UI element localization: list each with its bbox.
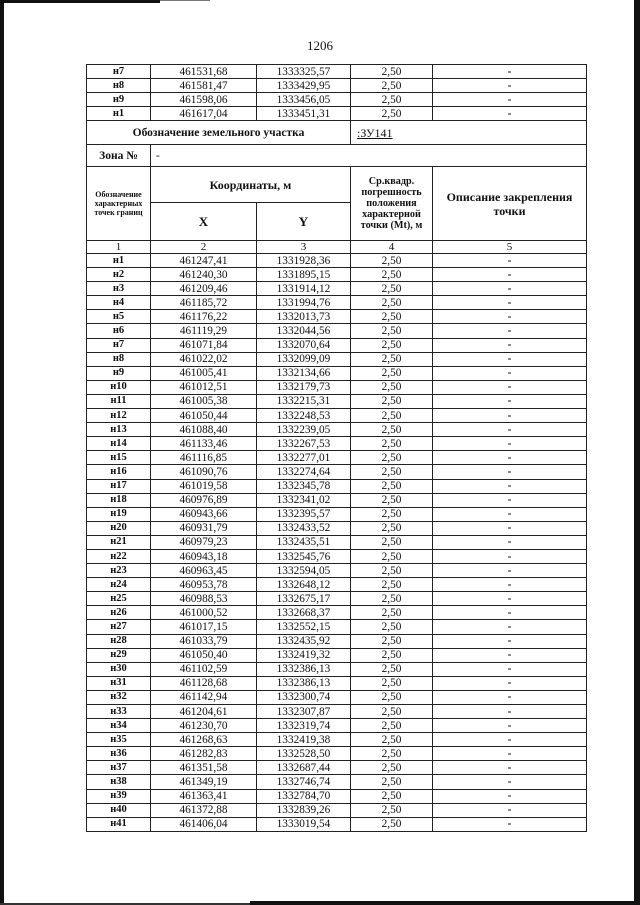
x-cell: 461185,72 <box>151 296 257 310</box>
error-cell: 2,50 <box>351 79 433 93</box>
table-row <box>87 437 587 451</box>
y-cell: 1332648,12 <box>257 578 351 592</box>
column-number: 3 <box>257 241 351 254</box>
description-cell: - <box>433 747 587 761</box>
description-cell: - <box>433 549 587 563</box>
y-cell: 1332668,37 <box>257 606 351 620</box>
description-cell: - <box>433 761 587 775</box>
description-cell: - <box>433 578 587 592</box>
table-row <box>87 409 587 423</box>
point-cell: н1 <box>87 107 151 121</box>
y-cell: 1332239,05 <box>257 423 351 437</box>
column-number: 4 <box>351 241 433 254</box>
x-cell: 461022,02 <box>151 352 257 366</box>
scan-border-right <box>634 0 640 905</box>
description-cell: - <box>433 564 587 578</box>
point-cell: н8 <box>87 79 151 93</box>
description-cell: - <box>433 662 587 676</box>
zone-value: - <box>151 145 587 167</box>
description-cell: - <box>433 296 587 310</box>
y-cell: 1332134,66 <box>257 366 351 380</box>
y-cell: 1332267,53 <box>257 437 351 451</box>
x-cell: 461363,41 <box>151 789 257 803</box>
x-cell: 461247,41 <box>151 254 257 268</box>
point-cell: н10 <box>87 380 151 394</box>
x-cell: 461119,29 <box>151 324 257 338</box>
x-cell: 461071,84 <box>151 338 257 352</box>
y-cell: 1333019,54 <box>257 817 351 831</box>
header-description: Описание закрепления точки <box>433 167 587 241</box>
table-row <box>87 493 587 507</box>
point-cell: н33 <box>87 705 151 719</box>
x-cell: 461581,47 <box>151 79 257 93</box>
x-cell: 461372,88 <box>151 803 257 817</box>
point-cell: н23 <box>87 564 151 578</box>
y-cell: 1332435,92 <box>257 634 351 648</box>
y-cell: 1332435,51 <box>257 535 351 549</box>
error-cell: 2,50 <box>351 521 433 535</box>
y-cell: 1332386,13 <box>257 676 351 690</box>
table-row <box>87 662 587 676</box>
error-cell: 2,50 <box>351 423 433 437</box>
y-cell: 1331928,36 <box>257 254 351 268</box>
y-cell: 1332070,64 <box>257 338 351 352</box>
x-cell: 461128,68 <box>151 676 257 690</box>
table-row <box>87 107 587 121</box>
x-cell: 460976,89 <box>151 493 257 507</box>
description-cell: - <box>433 705 587 719</box>
table-row <box>87 676 587 690</box>
x-cell: 461090,76 <box>151 465 257 479</box>
description-cell: - <box>433 648 587 662</box>
coordinates-table-body <box>87 121 587 832</box>
description-cell: - <box>433 535 587 549</box>
description-cell: - <box>433 310 587 324</box>
x-cell: 461230,70 <box>151 719 257 733</box>
x-cell: 461240,30 <box>151 268 257 282</box>
error-cell: 2,50 <box>351 479 433 493</box>
table-row <box>87 564 587 578</box>
table-row <box>87 719 587 733</box>
table-row <box>87 648 587 662</box>
y-cell: 1332179,73 <box>257 380 351 394</box>
table-row <box>87 423 587 437</box>
description-cell: - <box>433 620 587 634</box>
continuation-table-body <box>87 65 587 121</box>
point-cell: н14 <box>87 437 151 451</box>
error-cell: 2,50 <box>351 338 433 352</box>
error-cell: 2,50 <box>351 451 433 465</box>
table-row <box>87 282 587 296</box>
header-x: X <box>151 203 257 241</box>
table-row <box>87 535 587 549</box>
table-row <box>87 479 587 493</box>
table-row <box>87 620 587 634</box>
description-cell: - <box>433 437 587 451</box>
error-cell: 2,50 <box>351 549 433 563</box>
x-cell: 461017,15 <box>151 620 257 634</box>
y-cell: 1332386,13 <box>257 662 351 676</box>
error-cell: 2,50 <box>351 578 433 592</box>
point-cell: н9 <box>87 366 151 380</box>
table-row <box>87 310 587 324</box>
description-cell: - <box>433 465 587 479</box>
y-cell: 1332277,01 <box>257 451 351 465</box>
x-cell: 461349,19 <box>151 775 257 789</box>
error-cell: 2,50 <box>351 564 433 578</box>
x-cell: 461102,59 <box>151 662 257 676</box>
header-error: Ср.квадр. погрешность положения характерной точки (Mt), м <box>351 167 433 241</box>
x-cell: 460953,78 <box>151 578 257 592</box>
y-cell: 1333325,57 <box>257 65 351 79</box>
error-cell: 2,50 <box>351 107 433 121</box>
description-cell: - <box>433 79 587 93</box>
point-cell: н8 <box>87 352 151 366</box>
zone-label: Зона № <box>87 145 151 167</box>
error-cell: 2,50 <box>351 648 433 662</box>
table-row <box>87 592 587 606</box>
y-cell: 1333451,31 <box>257 107 351 121</box>
description-cell: - <box>433 775 587 789</box>
y-cell: 1331895,15 <box>257 268 351 282</box>
description-cell: - <box>433 803 587 817</box>
description-cell: - <box>433 592 587 606</box>
point-cell: н12 <box>87 409 151 423</box>
point-cell: н25 <box>87 592 151 606</box>
table-row <box>87 521 587 535</box>
x-cell: 461598,06 <box>151 93 257 107</box>
point-cell: н21 <box>87 535 151 549</box>
description-cell: - <box>433 733 587 747</box>
column-number-row <box>87 241 587 254</box>
x-cell: 461282,83 <box>151 747 257 761</box>
x-cell: 461088,40 <box>151 423 257 437</box>
x-cell: 461005,41 <box>151 366 257 380</box>
parcel-label: Обозначение земельного участка <box>87 121 351 145</box>
point-cell: н5 <box>87 310 151 324</box>
table-row <box>87 268 587 282</box>
x-cell: 460988,53 <box>151 592 257 606</box>
point-cell: н39 <box>87 789 151 803</box>
error-cell: 2,50 <box>351 380 433 394</box>
error-cell: 2,50 <box>351 705 433 719</box>
description-cell: - <box>433 676 587 690</box>
x-cell: 461406,04 <box>151 817 257 831</box>
x-cell: 461050,40 <box>151 648 257 662</box>
description-cell: - <box>433 380 587 394</box>
point-cell: н35 <box>87 733 151 747</box>
point-cell: н32 <box>87 690 151 704</box>
y-cell: 1332013,73 <box>257 310 351 324</box>
x-cell: 461176,22 <box>151 310 257 324</box>
point-cell: н16 <box>87 465 151 479</box>
x-cell: 461209,46 <box>151 282 257 296</box>
point-cell: н36 <box>87 747 151 761</box>
table-row <box>87 578 587 592</box>
error-cell: 2,50 <box>351 719 433 733</box>
error-cell: 2,50 <box>351 535 433 549</box>
error-cell: 2,50 <box>351 409 433 423</box>
table-row <box>87 634 587 648</box>
description-cell: - <box>433 719 587 733</box>
error-cell: 2,50 <box>351 775 433 789</box>
point-cell: н24 <box>87 578 151 592</box>
description-cell: - <box>433 394 587 408</box>
x-cell: 460979,23 <box>151 535 257 549</box>
point-cell: н20 <box>87 521 151 535</box>
table-row <box>87 451 587 465</box>
description-cell: - <box>433 606 587 620</box>
point-cell: н13 <box>87 423 151 437</box>
table-row <box>87 93 587 107</box>
error-cell: 2,50 <box>351 592 433 606</box>
coordinates-table <box>86 120 587 832</box>
parcel-value: :ЗУ141 <box>351 121 587 145</box>
description-cell: - <box>433 352 587 366</box>
column-number: 2 <box>151 241 257 254</box>
description-cell: - <box>433 107 587 121</box>
table-row <box>87 747 587 761</box>
point-cell: н7 <box>87 65 151 79</box>
table-row <box>87 507 587 521</box>
x-cell: 461116,85 <box>151 451 257 465</box>
y-cell: 1332545,76 <box>257 549 351 563</box>
description-cell: - <box>433 451 587 465</box>
y-cell: 1332248,53 <box>257 409 351 423</box>
point-cell: н27 <box>87 620 151 634</box>
error-cell: 2,50 <box>351 324 433 338</box>
error-cell: 2,50 <box>351 620 433 634</box>
y-cell: 1332341,02 <box>257 493 351 507</box>
y-cell: 1332044,56 <box>257 324 351 338</box>
point-cell: н34 <box>87 719 151 733</box>
continuation-table <box>86 64 587 121</box>
y-cell: 1332746,74 <box>257 775 351 789</box>
point-cell: н4 <box>87 296 151 310</box>
error-cell: 2,50 <box>351 817 433 831</box>
point-cell: н15 <box>87 451 151 465</box>
point-cell: н31 <box>87 676 151 690</box>
error-cell: 2,50 <box>351 803 433 817</box>
table-row <box>87 254 587 268</box>
error-cell: 2,50 <box>351 789 433 803</box>
scan-border-bottom <box>250 901 640 905</box>
table-row <box>87 549 587 563</box>
point-cell: н30 <box>87 662 151 676</box>
error-cell: 2,50 <box>351 507 433 521</box>
header-point-designation: Обозначение характерных точек границ <box>87 167 151 241</box>
point-cell: н11 <box>87 394 151 408</box>
header-row-1 <box>87 167 587 203</box>
point-cell: н22 <box>87 549 151 563</box>
description-cell: - <box>433 324 587 338</box>
table-row <box>87 394 587 408</box>
x-cell: 460943,18 <box>151 549 257 563</box>
error-cell: 2,50 <box>351 493 433 507</box>
y-cell: 1332307,87 <box>257 705 351 719</box>
y-cell: 1332839,26 <box>257 803 351 817</box>
table-row <box>87 606 587 620</box>
y-cell: 1332345,78 <box>257 479 351 493</box>
error-cell: 2,50 <box>351 268 433 282</box>
table-row <box>87 296 587 310</box>
page-number: 1206 <box>307 38 333 53</box>
x-cell: 461033,79 <box>151 634 257 648</box>
description-cell: - <box>433 817 587 831</box>
y-cell: 1332215,31 <box>257 394 351 408</box>
y-cell: 1332395,57 <box>257 507 351 521</box>
point-cell: н2 <box>87 268 151 282</box>
y-cell: 1332099,09 <box>257 352 351 366</box>
point-cell: н28 <box>87 634 151 648</box>
point-cell: н37 <box>87 761 151 775</box>
y-cell: 1333429,95 <box>257 79 351 93</box>
point-cell: н38 <box>87 775 151 789</box>
description-cell: - <box>433 521 587 535</box>
x-cell: 460963,45 <box>151 564 257 578</box>
y-cell: 1332594,05 <box>257 564 351 578</box>
header-y: Y <box>257 203 351 241</box>
table-row <box>87 705 587 719</box>
description-cell: - <box>433 254 587 268</box>
y-cell: 1333456,05 <box>257 93 351 107</box>
x-cell: 461204,61 <box>151 705 257 719</box>
table-row <box>87 65 587 79</box>
parcel-row <box>87 121 587 145</box>
error-cell: 2,50 <box>351 296 433 310</box>
point-cell: н3 <box>87 282 151 296</box>
table-row <box>87 817 587 831</box>
table-row <box>87 803 587 817</box>
table-row <box>87 789 587 803</box>
error-cell: 2,50 <box>351 690 433 704</box>
y-cell: 1332784,70 <box>257 789 351 803</box>
description-cell: - <box>433 366 587 380</box>
point-cell: н41 <box>87 817 151 831</box>
description-cell: - <box>433 338 587 352</box>
error-cell: 2,50 <box>351 606 433 620</box>
error-cell: 2,50 <box>351 310 433 324</box>
description-cell: - <box>433 789 587 803</box>
point-cell: н7 <box>87 338 151 352</box>
x-cell: 461000,52 <box>151 606 257 620</box>
table-row <box>87 352 587 366</box>
y-cell: 1332433,52 <box>257 521 351 535</box>
point-cell: н6 <box>87 324 151 338</box>
table-row <box>87 324 587 338</box>
error-cell: 2,50 <box>351 634 433 648</box>
y-cell: 1332552,15 <box>257 620 351 634</box>
y-cell: 1332274,64 <box>257 465 351 479</box>
table-row <box>87 79 587 93</box>
description-cell: - <box>433 493 587 507</box>
y-cell: 1331994,76 <box>257 296 351 310</box>
table-row <box>87 690 587 704</box>
point-cell: н29 <box>87 648 151 662</box>
x-cell: 461142,94 <box>151 690 257 704</box>
error-cell: 2,50 <box>351 352 433 366</box>
point-cell: н19 <box>87 507 151 521</box>
point-cell: н9 <box>87 93 151 107</box>
table-row <box>87 380 587 394</box>
description-cell: - <box>433 634 587 648</box>
point-cell: н1 <box>87 254 151 268</box>
y-cell: 1332300,74 <box>257 690 351 704</box>
table-row <box>87 775 587 789</box>
column-number: 5 <box>433 241 587 254</box>
scan-border-top-faint <box>160 0 210 1</box>
error-cell: 2,50 <box>351 662 433 676</box>
point-cell: н40 <box>87 803 151 817</box>
zone-row <box>87 145 587 167</box>
description-cell: - <box>433 268 587 282</box>
description-cell: - <box>433 479 587 493</box>
table-row <box>87 465 587 479</box>
error-cell: 2,50 <box>351 465 433 479</box>
error-cell: 2,50 <box>351 65 433 79</box>
y-cell: 1332419,32 <box>257 648 351 662</box>
table-row <box>87 338 587 352</box>
point-cell: н17 <box>87 479 151 493</box>
y-cell: 1332675,17 <box>257 592 351 606</box>
error-cell: 2,50 <box>351 761 433 775</box>
error-cell: 2,50 <box>351 366 433 380</box>
y-cell: 1332319,74 <box>257 719 351 733</box>
error-cell: 2,50 <box>351 437 433 451</box>
error-cell: 2,50 <box>351 394 433 408</box>
x-cell: 461019,58 <box>151 479 257 493</box>
table-row <box>87 761 587 775</box>
x-cell: 460931,79 <box>151 521 257 535</box>
scan-border-left <box>0 0 4 905</box>
error-cell: 2,50 <box>351 676 433 690</box>
error-cell: 2,50 <box>351 747 433 761</box>
y-cell: 1332528,50 <box>257 747 351 761</box>
x-cell: 461012,51 <box>151 380 257 394</box>
x-cell: 460943,66 <box>151 507 257 521</box>
table-row <box>87 366 587 380</box>
y-cell: 1331914,12 <box>257 282 351 296</box>
y-cell: 1332419,38 <box>257 733 351 747</box>
point-cell: н26 <box>87 606 151 620</box>
description-cell: - <box>433 423 587 437</box>
x-cell: 461005,38 <box>151 394 257 408</box>
point-cell: н18 <box>87 493 151 507</box>
x-cell: 461133,46 <box>151 437 257 451</box>
description-cell: - <box>433 93 587 107</box>
scan-border-top <box>0 0 160 3</box>
description-cell: - <box>433 409 587 423</box>
description-cell: - <box>433 507 587 521</box>
error-cell: 2,50 <box>351 93 433 107</box>
x-cell: 461617,04 <box>151 107 257 121</box>
description-cell: - <box>433 690 587 704</box>
table-row <box>87 733 587 747</box>
x-cell: 461050,44 <box>151 409 257 423</box>
description-cell: - <box>433 282 587 296</box>
column-number: 1 <box>87 241 151 254</box>
description-cell: - <box>433 65 587 79</box>
header-coordinates: Координаты, м <box>151 167 351 203</box>
y-cell: 1332687,44 <box>257 761 351 775</box>
error-cell: 2,50 <box>351 254 433 268</box>
x-cell: 461268,63 <box>151 733 257 747</box>
x-cell: 461531,68 <box>151 65 257 79</box>
error-cell: 2,50 <box>351 733 433 747</box>
error-cell: 2,50 <box>351 282 433 296</box>
x-cell: 461351,58 <box>151 761 257 775</box>
